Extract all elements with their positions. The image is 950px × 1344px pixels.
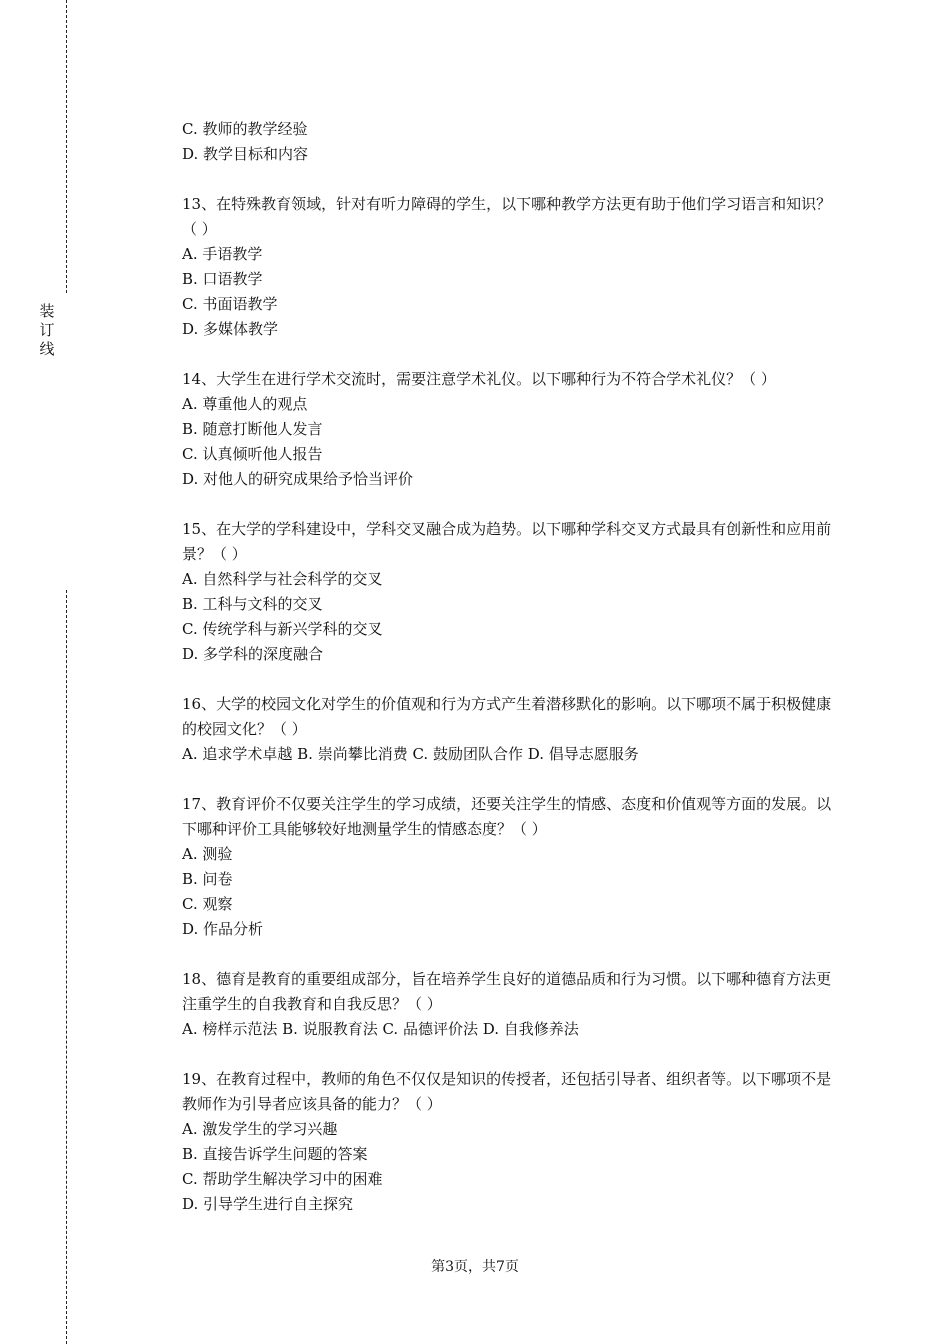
option-d: D. 多学科的深度融合 bbox=[182, 645, 324, 663]
option-d: D. 教学目标和内容 bbox=[182, 145, 309, 163]
question-18 bbox=[182, 967, 842, 1042]
option-a: A. 手语教学 bbox=[182, 245, 263, 263]
binding-label: 装订线 bbox=[39, 302, 55, 358]
option-b: B. 口语教学 bbox=[182, 270, 263, 288]
option-a: A. 尊重他人的观点 bbox=[182, 395, 308, 413]
question-text: 13、在特殊教育领域，针对有听力障碍的学生，以下哪种教学方法更有助于他们学习语言和知识？（ ） bbox=[182, 195, 832, 238]
binding-dashed-line-bottom bbox=[66, 590, 67, 1344]
option-b: B. 问卷 bbox=[182, 870, 233, 888]
options-inline: A. 榜样示范法 B. 说服教育法 C. 品德评价法 D. 自我修养法 bbox=[182, 1020, 579, 1038]
option-c: C. 帮助学生解决学习中的困难 bbox=[182, 1170, 383, 1188]
question-17 bbox=[182, 792, 842, 942]
options-inline: A. 追求学术卓越 B. 崇尚攀比消费 C. 鼓励团队合作 D. 倡导志愿服务 bbox=[182, 745, 639, 763]
option-c: C. 传统学科与新兴学科的交叉 bbox=[182, 620, 383, 638]
option-c: C. 观察 bbox=[182, 895, 233, 913]
option-c: C. 认真倾听他人报告 bbox=[182, 445, 323, 463]
question-text: 18、德育是教育的重要组成部分，旨在培养学生良好的道德品质和行为习惯。以下哪种德育方法更注重学生的自我教育和自我反思？（ ） bbox=[182, 970, 832, 1013]
question-15 bbox=[182, 517, 842, 667]
page-number: 第3页，共7页 bbox=[431, 1259, 519, 1275]
question-16 bbox=[182, 692, 842, 767]
option-d: D. 对他人的研究成果给予恰当评价 bbox=[182, 470, 414, 488]
option-c: C. 书面语教学 bbox=[182, 295, 278, 313]
option-c: C. 教师的教学经验 bbox=[182, 120, 308, 138]
option-d: D. 多媒体教学 bbox=[182, 320, 279, 338]
question-text: 19、在教育过程中，教师的角色不仅仅是知识的传授者，还包括引导者、组织者等。以下哪项不是教师作为引导者应该具备的能力？（ ） bbox=[182, 1070, 832, 1113]
option-b: B. 直接告诉学生问题的答案 bbox=[182, 1145, 368, 1163]
option-a: A. 激发学生的学习兴趣 bbox=[182, 1120, 338, 1138]
question-text: 15、在大学的学科建设中，学科交叉融合成为趋势。以下哪种学科交叉方式最具有创新性和应用前景？（ ） bbox=[182, 520, 832, 563]
option-d: D. 引导学生进行自主探究 bbox=[182, 1195, 354, 1213]
question-text: 14、大学生在进行学术交流时，需要注意学术礼仪。以下哪种行为不符合学术礼仪？（ ） bbox=[182, 370, 776, 388]
question-19 bbox=[182, 1067, 842, 1217]
option-b: B. 工科与文科的交叉 bbox=[182, 595, 323, 613]
option-a: A. 自然科学与社会科学的交叉 bbox=[182, 570, 383, 588]
exam-content bbox=[182, 117, 842, 1217]
question-13 bbox=[182, 192, 842, 342]
option-d: D. 作品分析 bbox=[182, 920, 264, 938]
binding-dashed-line-top bbox=[66, 0, 67, 293]
question-text: 16、大学的校园文化对学生的价值观和行为方式产生着潜移默化的影响。以下哪项不属于积极健康的校园文化？（ ） bbox=[182, 695, 832, 738]
question-text: 17、教育评价不仅要关注学生的学习成绩，还要关注学生的情感、态度和价值观等方面的发展。以下哪种评价工具能够较好地测量学生的情感态度？（ ） bbox=[182, 795, 832, 838]
option-b: B. 随意打断他人发言 bbox=[182, 420, 323, 438]
option-a: A. 测验 bbox=[182, 845, 233, 863]
question-14 bbox=[182, 367, 842, 492]
